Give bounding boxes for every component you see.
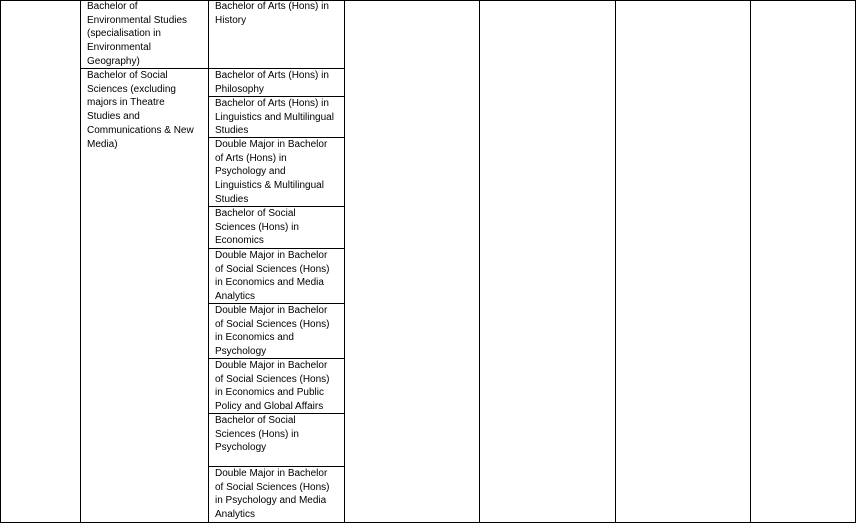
degree-cell: Double Major in Bachelor of Social Sciences (Hons) in Psychology and Media Analytics: [215, 468, 330, 521]
degree-cell: Bachelor of Arts (Hons) in Philosophy: [215, 70, 329, 95]
degree-cell: Double Major in Bachelor of Social Sciences (Hons) in Economics and Media Analytics: [215, 250, 330, 303]
degree-cell: Double Major in Bachelor of Arts (Hons) in Psychology and Linguistics & Multilingual Studies: [215, 139, 328, 205]
column-border: [750, 0, 751, 523]
degree-cell: Bachelor of Arts (Hons) in History: [215, 1, 329, 26]
degree-cell: Double Major in Bachelor of Social Sciences (Hons) in Economics and Public Policy and Global Affairs: [215, 360, 330, 413]
degree-cell: Double Major in Bachelor of Social Sciences (Hons) in Economics and Psychology: [215, 305, 330, 358]
program-group-cell: Bachelor of Environmental Studies (specialisation in Environmental Geography): [87, 1, 188, 67]
degree-cell: Bachelor of Social Sciences (Hons) in Psychology: [215, 415, 299, 454]
degree-cell: Bachelor of Social Sciences (Hons) in Economics: [215, 208, 299, 247]
program-group-cell: Bachelor of Social Sciences (excluding majors in Theatre Studies and Communications & New Media): [87, 70, 194, 150]
column-border: [615, 0, 616, 523]
column-border: [80, 0, 81, 523]
column-border: [208, 0, 209, 523]
column-border: [344, 0, 345, 523]
table-bottom-border: [0, 522, 856, 523]
column-border: [0, 0, 1, 523]
column-border: [855, 0, 856, 523]
column-border: [479, 0, 480, 523]
degree-cell: Bachelor of Arts (Hons) in Linguistics and Multilingual Studies: [215, 98, 334, 137]
